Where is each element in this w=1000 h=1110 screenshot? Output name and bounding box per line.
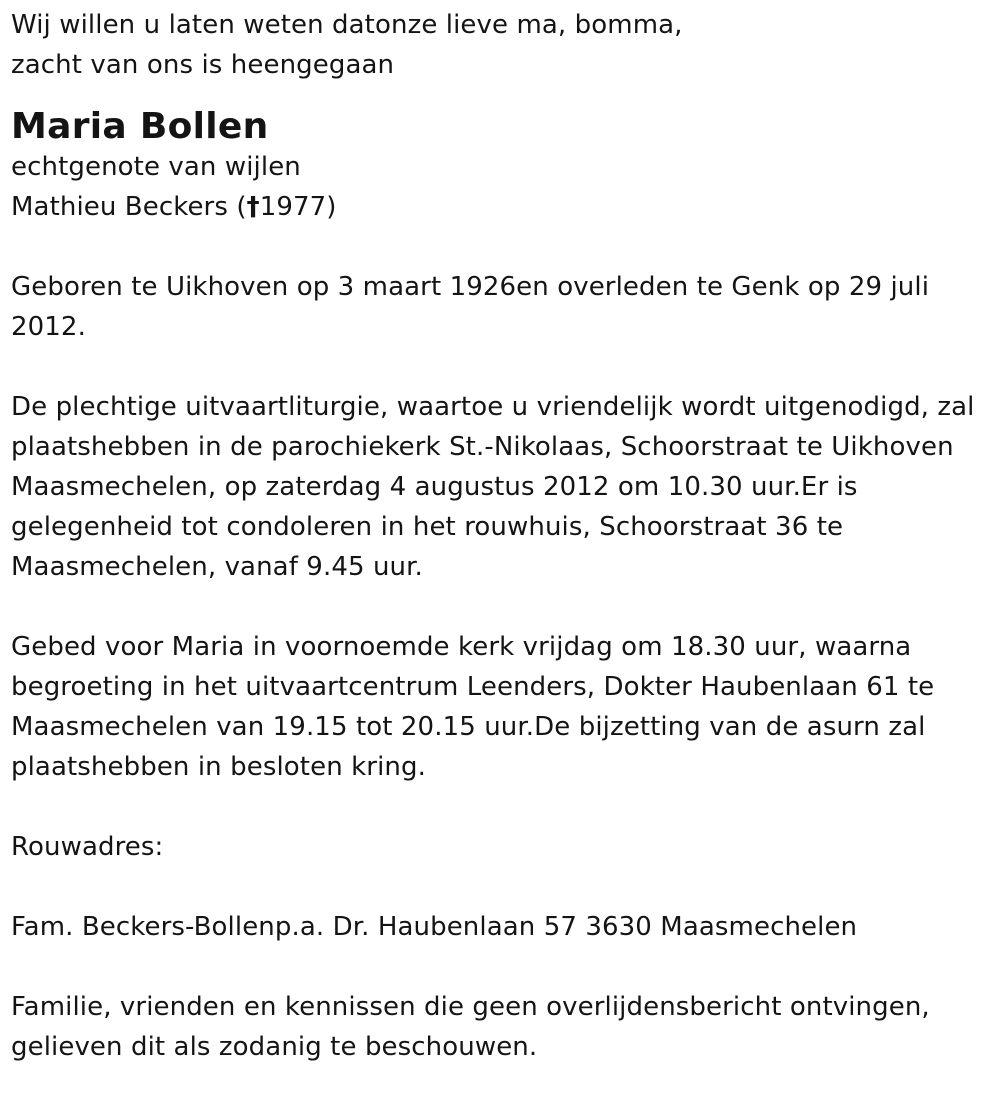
closing-line: Familie, vrienden en kennissen die geen overlijdensbericht ontvingen,	[11, 992, 930, 1022]
funeral-line: plaatshebben in de parochiekerk St.-Nikolaas, Schoorstraat te Uikhoven	[11, 432, 954, 462]
address-heading: Rouwadres:	[11, 832, 164, 862]
spacer	[11, 347, 996, 387]
spacer	[11, 587, 996, 627]
intro-line-2: zacht van ons is heengegaan	[11, 50, 395, 80]
birth-death-line: Geboren te Uikhoven op 3 maart 1926en overleden te Genk op 29 juli	[11, 272, 930, 302]
intro-text	[11, 5, 996, 85]
intro-line-1: Wij willen u laten weten datonze lieve ma, bomma,	[11, 10, 683, 40]
spouse-info	[11, 147, 996, 227]
closing-line: gelieven dit als zodanig te beschouwen.	[11, 1032, 538, 1062]
prayer-line: Maasmechelen van 19.15 tot 20.15 uur.De bijzetting van de asurn zal	[11, 712, 926, 742]
birth-death-paragraph	[11, 267, 996, 347]
prayer-line: Gebed voor Maria in voornoemde kerk vrijdag om 18.30 uur, waarna	[11, 632, 912, 662]
spouse-line	[11, 187, 996, 227]
prayer-line: begroeting in het uitvaartcentrum Leenders, Dokter Haubenlaan 61 te	[11, 672, 935, 702]
funeral-line: gelegenheid tot condoleren in het rouwhuis, Schoorstraat 36 te	[11, 512, 844, 542]
spouse-name: Mathieu Beckers (	[11, 192, 247, 222]
birth-death-line: 2012.	[11, 312, 86, 342]
obituary-notice	[11, 5, 996, 1067]
address-value: Fam. Beckers-Bollenp.a. Dr. Haubenlaan 57 3630 Maasmechelen	[11, 912, 858, 942]
funeral-line: De plechtige uitvaartliturgie, waartoe u vriendelijk wordt uitgenodigd, zal	[11, 392, 975, 422]
funeral-paragraph	[11, 387, 996, 587]
cross-icon: †	[246, 192, 260, 222]
funeral-line: Maasmechelen, op zaterdag 4 augustus 2012 om 10.30 uur.Er is	[11, 472, 858, 502]
closing-paragraph	[11, 987, 996, 1067]
spacer	[11, 227, 996, 267]
prayer-line: plaatshebben in besloten kring.	[11, 752, 426, 782]
spouse-year: 1977)	[259, 192, 337, 222]
spacer	[11, 787, 996, 827]
funeral-line: Maasmechelen, vanaf 9.45 uur.	[11, 552, 423, 582]
spacer	[11, 867, 996, 907]
relation-text: echtgenote van wijlen	[11, 152, 301, 182]
spacer	[11, 947, 996, 987]
deceased-name: Maria Bollen	[11, 106, 269, 147]
prayer-paragraph	[11, 627, 996, 787]
